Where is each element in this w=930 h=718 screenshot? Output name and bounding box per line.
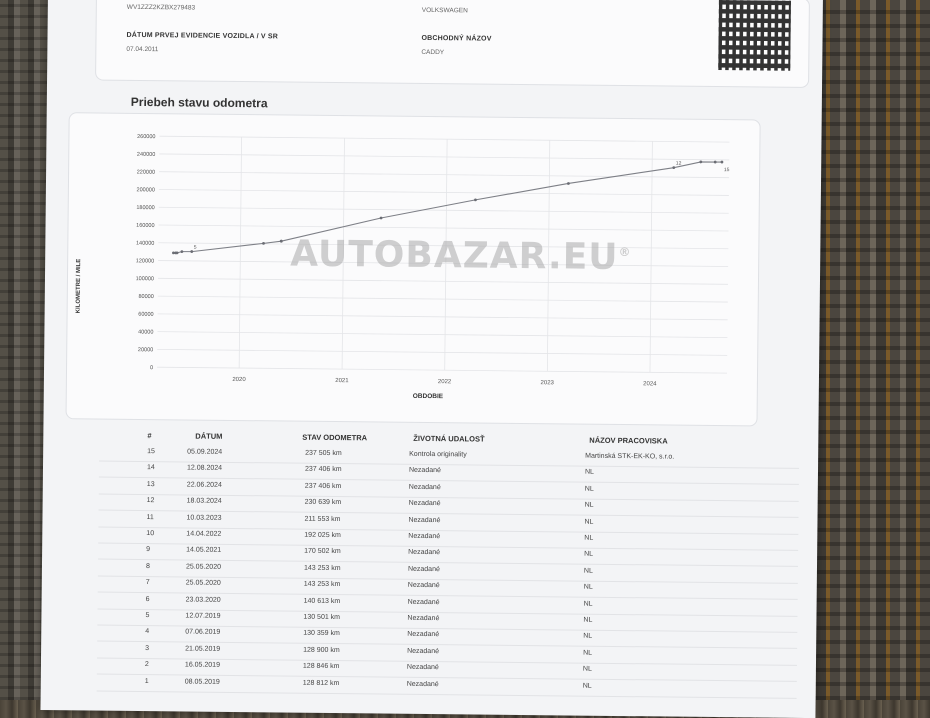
row-date: 25.05.2020 — [186, 580, 221, 587]
x-tick-label: 2024 — [643, 381, 657, 387]
point-label: 12 — [676, 161, 682, 167]
trade-name-label: OBCHODNÝ NÁZOV — [421, 35, 491, 43]
row-workplace: NL — [583, 682, 592, 689]
vin-value: WV1ZZZ2KZBX279483 — [127, 4, 195, 12]
registration-label: DÁTUM PRVEJ EVIDENCIE VOZIDLA / V SR — [126, 32, 278, 41]
row-index: 1 — [145, 678, 149, 685]
header-index: # — [147, 431, 151, 440]
grid-line — [158, 278, 728, 284]
row-event: Nezadané — [408, 549, 440, 556]
row-index: 4 — [145, 628, 149, 635]
row-event: Nezadané — [407, 615, 439, 622]
watermark-text — [290, 234, 632, 279]
x-tick-labels — [232, 377, 657, 387]
data-point — [190, 250, 193, 253]
grid-line — [159, 207, 729, 213]
row-odometer: 237 406 km — [305, 483, 342, 490]
y-tick-label: 60000 — [138, 312, 153, 318]
data-point — [672, 166, 675, 169]
row-workplace: NL — [583, 633, 592, 640]
row-workplace: NL — [585, 502, 594, 509]
y-tick-label: 120000 — [136, 258, 154, 264]
chart-title: Priebeh stavu odometra — [131, 95, 268, 110]
data-point — [567, 182, 570, 185]
row-odometer: 128 812 km — [303, 679, 340, 686]
row-date: 07.06.2019 — [185, 629, 220, 636]
row-date: 16.05.2019 — [185, 662, 220, 669]
row-workplace: NL — [583, 666, 592, 673]
row-odometer: 140 613 km — [304, 597, 341, 604]
row-index: 9 — [146, 546, 150, 553]
trade-name-value: CADDY — [421, 49, 444, 56]
registration-value: 07.04.2011 — [126, 46, 158, 53]
row-date: 25.05.2020 — [186, 563, 221, 570]
row-event: Nezadané — [408, 516, 440, 523]
row-event: Nezadané — [408, 598, 440, 605]
x-tick-label: 2023 — [541, 380, 555, 386]
row-index: 14 — [147, 464, 155, 471]
header-workplace: NÁZOV PRACOVISKA — [589, 436, 667, 446]
row-date: 12.08.2024 — [187, 465, 222, 472]
brand-value: VOLKSWAGEN — [422, 7, 468, 14]
row-index: 11 — [146, 514, 153, 521]
row-index: 15 — [147, 448, 155, 455]
y-tick-labels — [135, 134, 156, 371]
y-tick-label: 0 — [150, 365, 153, 371]
row-odometer: 130 359 km — [303, 630, 340, 637]
data-point — [280, 240, 283, 243]
data-point — [380, 217, 383, 220]
row-date: 23.03.2020 — [186, 596, 221, 603]
header-event: ŽIVOTNÁ UDALOSŤ — [413, 434, 484, 444]
y-tick-label: 200000 — [137, 187, 155, 193]
row-event: Nezadané — [407, 631, 439, 638]
row-workplace: Martinská STK-EK-KO, s.r.o. — [585, 453, 674, 461]
grid-line — [158, 314, 728, 320]
grid-line — [158, 296, 728, 302]
grid-line — [157, 332, 727, 338]
grid-line — [157, 367, 727, 373]
document-page — [40, 0, 822, 718]
row-workplace: NL — [583, 649, 592, 656]
point-label: 15 — [724, 167, 730, 173]
grid-line-vertical — [239, 137, 241, 368]
point-label: 5 — [194, 245, 197, 251]
row-event: Nezadané — [408, 533, 440, 540]
y-tick-label: 40000 — [138, 329, 153, 335]
y-tick-label: 80000 — [138, 294, 153, 300]
y-tick-label: 20000 — [138, 347, 153, 353]
row-index: 6 — [146, 596, 150, 603]
y-tick-label: 240000 — [137, 152, 155, 158]
y-tick-label: 160000 — [136, 223, 154, 229]
row-event: Nezadané — [407, 648, 439, 655]
row-odometer: 230 639 km — [305, 499, 342, 506]
row-event: Nezadané — [408, 566, 440, 573]
row-workplace: NL — [584, 551, 593, 558]
row-date: 14.05.2021 — [186, 547, 221, 554]
data-point — [699, 161, 702, 164]
row-index: 3 — [145, 645, 149, 652]
grid-line — [159, 154, 729, 160]
row-date: 10.03.2023 — [186, 514, 221, 521]
row-odometer: 237 406 km — [305, 466, 342, 473]
row-odometer: 237 505 km — [305, 450, 342, 457]
vehicle-info-card — [95, 0, 810, 88]
row-event: Nezadané — [407, 664, 439, 671]
header-date: DÁTUM — [195, 432, 222, 441]
grid-line-vertical — [650, 141, 652, 372]
qr-code — [718, 0, 791, 71]
row-workplace: NL — [585, 469, 594, 476]
x-tick-label: 2022 — [438, 379, 452, 385]
row-index: 7 — [146, 579, 150, 586]
data-point — [721, 161, 724, 164]
watermark-label: AUTOBAZAR.EU — [290, 234, 619, 278]
row-index: 5 — [145, 612, 149, 619]
x-tick-label: 2021 — [335, 378, 349, 384]
y-tick-label: 100000 — [136, 276, 154, 282]
row-workplace: NL — [584, 518, 593, 525]
row-workplace: NL — [584, 584, 593, 591]
row-event: Nezadané — [409, 484, 441, 491]
row-index: 8 — [146, 563, 150, 570]
row-date: 18.03.2024 — [187, 498, 222, 505]
row-date: 05.09.2024 — [187, 448, 222, 455]
row-date: 12.07.2019 — [185, 612, 220, 619]
row-event: Kontrola originality — [409, 451, 467, 459]
row-odometer: 130 501 km — [303, 614, 340, 621]
odometer-chart-card — [66, 112, 761, 426]
row-workplace: NL — [585, 485, 594, 492]
header-odometer: STAV ODOMETRA — [302, 433, 367, 443]
row-workplace: NL — [583, 617, 592, 624]
row-event: Nezadané — [409, 467, 441, 474]
row-odometer: 143 253 km — [304, 581, 341, 588]
row-index: 13 — [147, 481, 155, 488]
grid-line — [159, 136, 729, 142]
watermark-mark: ® — [619, 245, 632, 259]
y-axis-label: KILOMETRE / MILE — [76, 259, 83, 314]
row-event: Nezadané — [407, 680, 439, 687]
row-workplace: NL — [584, 567, 593, 574]
row-index: 12 — [147, 497, 155, 504]
data-point — [474, 198, 477, 201]
data-point — [714, 161, 717, 164]
row-workplace: NL — [584, 535, 593, 542]
y-tick-label: 140000 — [136, 241, 154, 247]
y-tick-label: 220000 — [137, 169, 155, 175]
x-axis-label: OBDOBIE — [413, 393, 444, 400]
row-odometer: 211 553 km — [304, 515, 340, 522]
row-odometer: 128 846 km — [303, 663, 340, 670]
row-date: 22.06.2024 — [187, 481, 222, 488]
x-tick-label: 2020 — [232, 377, 246, 383]
grid-line — [159, 225, 729, 231]
data-point — [180, 250, 183, 253]
row-date: 08.05.2019 — [185, 678, 220, 685]
row-odometer: 143 253 km — [304, 565, 341, 572]
data-point — [262, 242, 265, 245]
row-index: 10 — [146, 530, 154, 537]
y-tick-label: 180000 — [136, 205, 154, 211]
row-odometer: 128 900 km — [303, 647, 340, 654]
row-event: Nezadané — [408, 582, 440, 589]
y-tick-label: 260000 — [137, 134, 155, 140]
row-date: 14.04.2022 — [186, 530, 221, 537]
row-index: 2 — [145, 661, 149, 668]
row-event: Nezadané — [409, 500, 441, 507]
row-odometer: 170 502 km — [304, 548, 341, 555]
row-workplace: NL — [584, 600, 593, 607]
row-odometer: 192 025 km — [304, 532, 341, 539]
odometer-history-table — [99, 431, 799, 438]
grid-line — [157, 349, 727, 355]
grid-line — [159, 189, 729, 195]
row-date: 21.05.2019 — [185, 645, 220, 652]
